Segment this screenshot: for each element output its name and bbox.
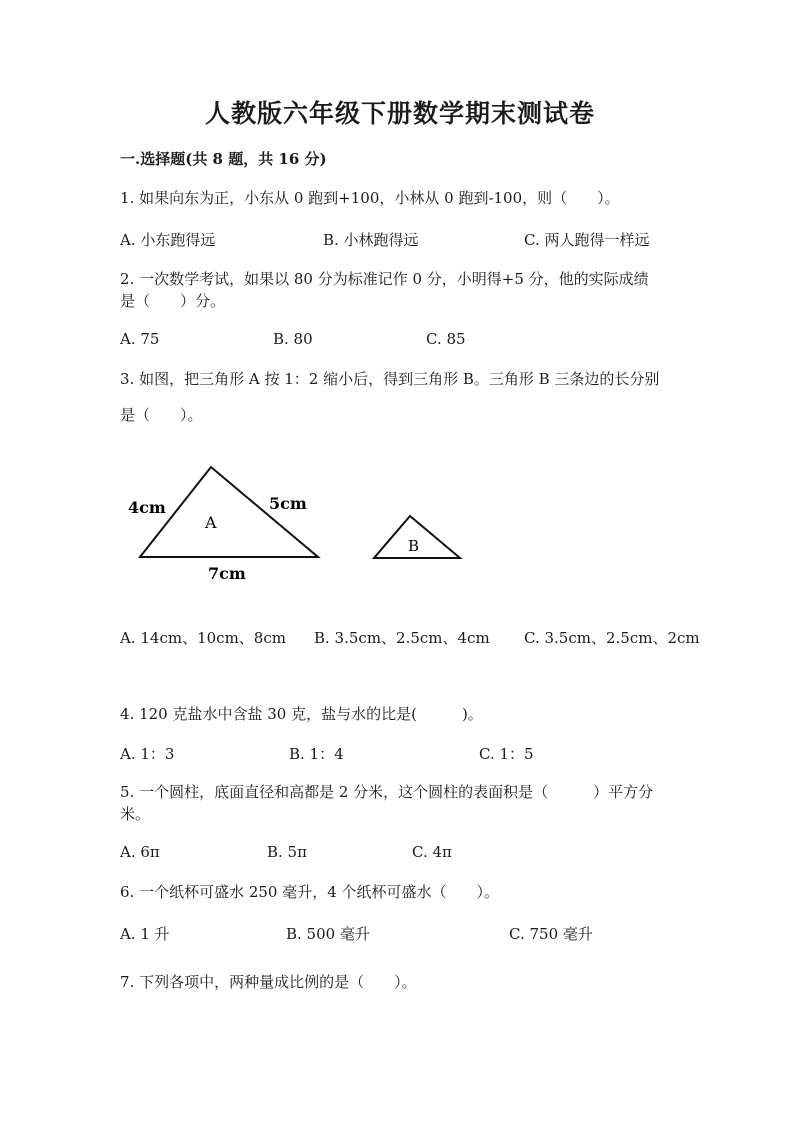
q2-option-a: A. 75 bbox=[120, 330, 160, 348]
q2-option-c: C. 85 bbox=[426, 330, 466, 348]
question-1: 1. 如果向东为正，小东从 0 跑到+100，小林从 0 跑到-100，则（ ）。 bbox=[120, 189, 620, 207]
triangle-a-label: A bbox=[205, 513, 217, 532]
q3-option-c: C. 3.5cm、2.5cm、2cm bbox=[524, 629, 700, 647]
q2-option-b: B. 80 bbox=[273, 330, 313, 348]
q6-option-c: C. 750 毫升 bbox=[509, 925, 593, 943]
q4-option-a: A. 1：3 bbox=[120, 745, 175, 763]
q4-option-c: C. 1：5 bbox=[479, 745, 534, 763]
q3-option-a: A. 14cm、10cm、8cm bbox=[120, 629, 286, 647]
question-3-line-2: 是（ ）。 bbox=[120, 406, 203, 424]
q3-option-b: B. 3.5cm、2.5cm、4cm bbox=[314, 629, 490, 647]
q5-option-c: C. 4π bbox=[412, 843, 452, 861]
section-heading: 一.选择题(共 8 题，共 16 分) bbox=[120, 150, 327, 168]
question-7: 7. 下列各项中，两种量成比例的是（ ）。 bbox=[120, 973, 417, 991]
side-bottom-label: 7cm bbox=[208, 564, 246, 583]
question-4: 4. 120 克盐水中含盐 30 克，盐与水的比是( )。 bbox=[120, 705, 483, 723]
question-2-line-1: 2. 一次数学考试，如果以 80 分为标准记作 0 分，小明得+5 分，他的实际成绩 bbox=[120, 270, 649, 288]
question-2-line-2: 是（ ）分。 bbox=[120, 292, 226, 310]
q1-option-a: A. 小东跑得远 bbox=[120, 231, 216, 249]
triangle-b-label: B bbox=[408, 537, 420, 555]
page-title: 人教版六年级下册数学期末测试卷 bbox=[204, 99, 595, 128]
q6-option-a: A. 1 升 bbox=[120, 925, 170, 943]
question-5-line-1: 5. 一个圆柱，底面直径和高都是 2 分米，这个圆柱的表面积是（ ）平方分 bbox=[120, 783, 654, 801]
question-5-line-2: 米。 bbox=[120, 805, 151, 823]
question-6: 6. 一个纸杯可盛水 250 毫升，4 个纸杯可盛水（ ）。 bbox=[120, 883, 500, 901]
q5-option-a: A. 6π bbox=[120, 843, 160, 861]
side-right-label: 5cm bbox=[269, 494, 307, 513]
q5-option-b: B. 5π bbox=[267, 843, 307, 861]
q1-option-c: C. 两人跑得一样远 bbox=[524, 231, 650, 249]
question-3-line-1: 3. 如图，把三角形 A 按 1：2 缩小后，得到三角形 B。三角形 B 三条边的长分别 bbox=[120, 370, 660, 388]
side-left-label: 4cm bbox=[128, 498, 166, 517]
q4-option-b: B. 1：4 bbox=[289, 745, 344, 763]
q6-option-b: B. 500 毫升 bbox=[286, 925, 370, 943]
q1-option-b: B. 小林跑得远 bbox=[323, 231, 419, 249]
